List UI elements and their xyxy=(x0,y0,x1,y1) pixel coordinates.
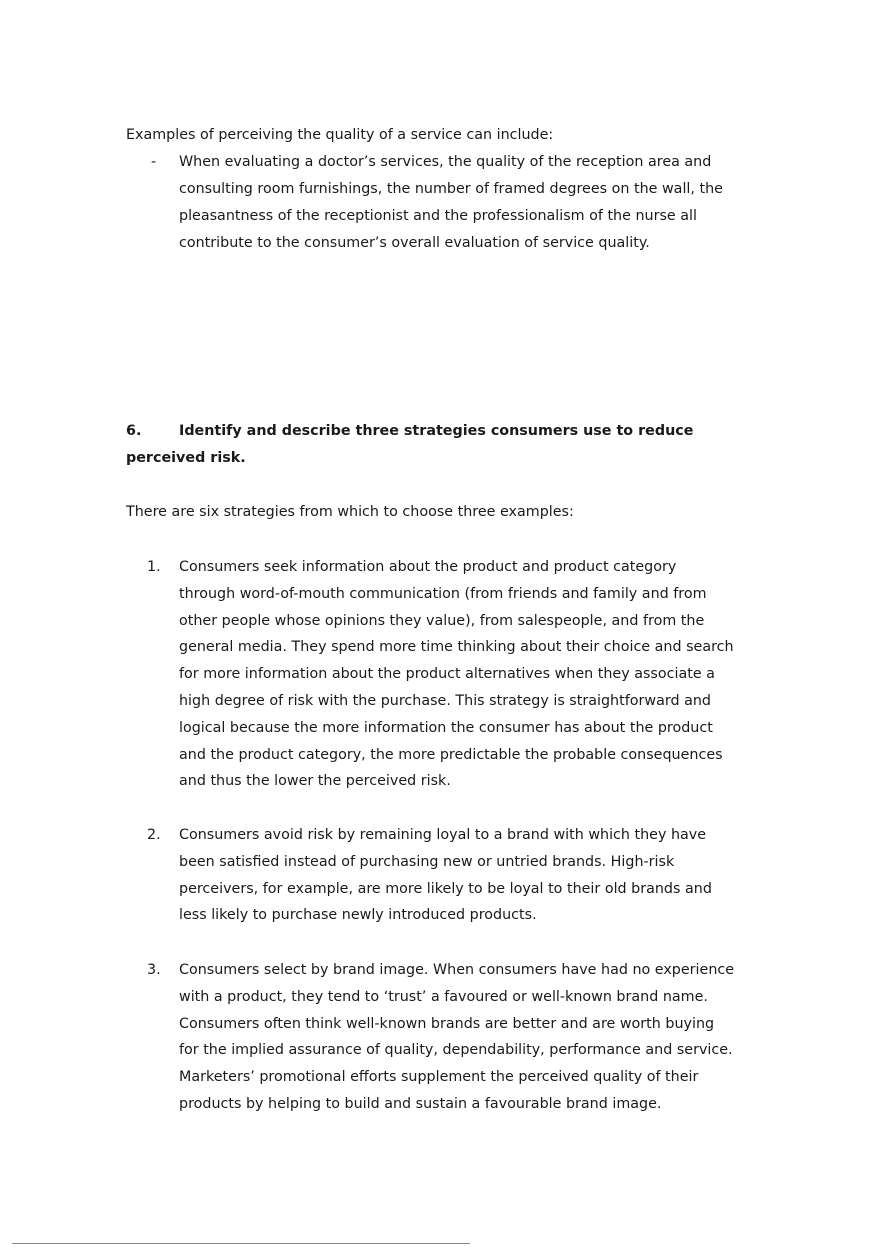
question-title-cont: perceived risk. xyxy=(126,450,246,466)
footer-rule xyxy=(12,1243,470,1244)
bullet-line: When evaluating a doctor’s services, the quality of the reception area and xyxy=(179,154,712,170)
strategy-number: 1. xyxy=(147,559,161,575)
strategy-line: products by helping to build and sustain a favourable brand image. xyxy=(179,1096,662,1112)
strategy-line: perceivers, for example, are more likely to be loyal to their old brands and xyxy=(179,881,712,897)
strategy-line: and thus the lower the perceived risk. xyxy=(179,773,451,789)
strategy-line: Marketers’ promotional efforts supplement the perceived quality of their xyxy=(179,1069,699,1085)
strategy-line: Consumers often think well-known brands are better and are worth buying xyxy=(179,1016,715,1032)
strategy-line: other people whose opinions they value), from salespeople, and from the xyxy=(179,613,705,629)
strategy-line: and the product category, the more predictable the probable consequences xyxy=(179,747,723,763)
strategy-line: logical because the more information the consumer has about the product xyxy=(179,720,713,736)
strategy-line: less likely to purchase newly introduced products. xyxy=(179,907,537,923)
bullet-line: contribute to the consumer’s overall evaluation of service quality. xyxy=(179,235,650,251)
lead-text: There are six strategies from which to choose three examples: xyxy=(126,504,574,520)
bullet-line: consulting room furnishings, the number of framed degrees on the wall, the xyxy=(179,181,723,197)
strategy-line: Consumers avoid risk by remaining loyal to a brand with which they have xyxy=(179,827,707,843)
question-title: Identify and describe three strategies consumers use to reduce xyxy=(179,423,694,439)
strategy-line: with a product, they tend to ‘trust’ a favoured or well-known brand name. xyxy=(179,989,708,1005)
strategy-line: been satisfied instead of purchasing new or untried brands. High-risk xyxy=(179,854,675,870)
bullet-line: pleasantness of the receptionist and the professionalism of the nurse all xyxy=(179,208,697,224)
intro-heading: Examples of perceiving the quality of a service can include: xyxy=(126,127,554,143)
strategy-line: for the implied assurance of quality, dependability, performance and service. xyxy=(179,1042,733,1058)
bullet-marker: - xyxy=(151,154,157,170)
strategy-line: Consumers select by brand image. When consumers have had no experience xyxy=(179,962,735,978)
strategy-number: 2. xyxy=(147,827,161,843)
strategy-line: general media. They spend more time thinking about their choice and search xyxy=(179,639,734,655)
strategy-line: through word-of-mouth communication (from friends and family and from xyxy=(179,586,707,602)
strategy-line: for more information about the product alternatives when they associate a xyxy=(179,666,715,682)
strategy-line: Consumers seek information about the product and product category xyxy=(179,559,677,575)
question-number: 6. xyxy=(126,423,142,439)
strategy-line: high degree of risk with the purchase. This strategy is straightforward and xyxy=(179,693,711,709)
strategy-number: 3. xyxy=(147,962,161,978)
